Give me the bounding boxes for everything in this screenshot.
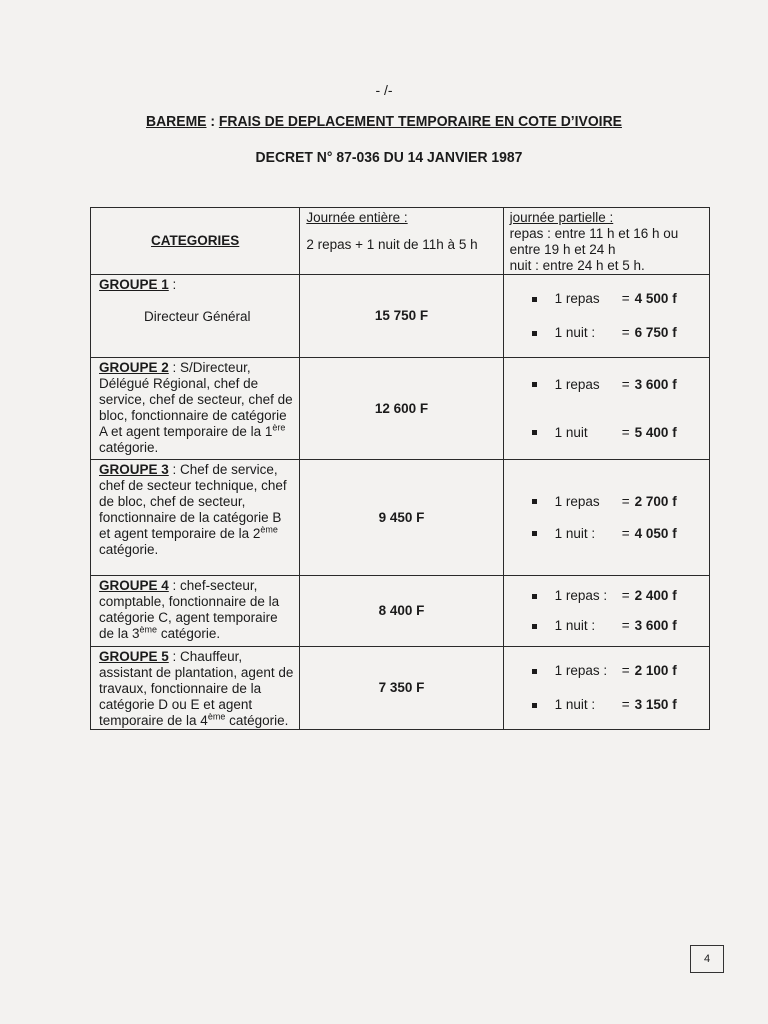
partial-day-rates bbox=[503, 358, 709, 460]
ordinal-suffix: ère bbox=[272, 422, 286, 433]
group-description-end: catégorie. bbox=[99, 542, 159, 557]
header-full-day-title: Journée entière : bbox=[306, 210, 408, 225]
night-rate bbox=[532, 615, 709, 637]
meal-rate bbox=[532, 585, 709, 607]
meal-rate bbox=[532, 660, 709, 682]
night-label: 1 nuit : bbox=[554, 618, 596, 633]
ordinal-suffix: ème bbox=[207, 711, 226, 722]
meal-rate bbox=[532, 288, 709, 310]
bullet-icon bbox=[532, 382, 537, 387]
group-cell bbox=[91, 647, 300, 730]
night-label: 1 nuit bbox=[554, 424, 588, 440]
bullet-icon bbox=[532, 531, 537, 536]
table-row bbox=[91, 647, 710, 730]
group-name: GROUPE 2 bbox=[99, 360, 169, 375]
table-header-row bbox=[91, 208, 710, 275]
full-day-amount: 7 350 F bbox=[300, 647, 503, 730]
meal-label: 1 repas : bbox=[554, 588, 608, 603]
header-partial-day-note-night: nuit : entre 24 h et 5 h. bbox=[509, 258, 645, 273]
meal-label: 1 repas bbox=[554, 376, 600, 392]
equals-sign: = bbox=[621, 424, 630, 440]
meal-label: 1 repas bbox=[554, 291, 600, 306]
equals-sign: = bbox=[621, 325, 630, 340]
night-value: 3 600 f bbox=[634, 618, 677, 633]
partial-day-rates bbox=[503, 647, 709, 730]
header-partial-day-note-meal: repas : entre 11 h et 16 h ou entre 19 h et 24 h bbox=[509, 226, 679, 257]
equals-sign: = bbox=[621, 618, 630, 633]
bullet-icon bbox=[532, 624, 537, 629]
ordinal-suffix: ème bbox=[139, 624, 158, 635]
header-full-day bbox=[300, 208, 503, 275]
night-value: 6 750 f bbox=[634, 325, 677, 340]
equals-sign: = bbox=[621, 588, 630, 603]
night-label: 1 nuit : bbox=[554, 697, 596, 712]
group-separator: : bbox=[168, 649, 181, 664]
bullet-icon bbox=[532, 594, 537, 599]
title-main: FRAIS DE DEPLACEMENT TEMPORAIRE EN COTE D’IVOIRE bbox=[218, 113, 622, 130]
page-marker: - /- bbox=[375, 82, 393, 98]
group-description-end: catégorie. bbox=[157, 626, 221, 641]
meal-label: 1 repas bbox=[554, 493, 600, 509]
bullet-icon bbox=[532, 430, 537, 435]
partial-day-rates bbox=[503, 460, 709, 576]
group-name: GROUPE 4 bbox=[99, 578, 169, 593]
group-description: Chauffeur, assistant de plantation, agent de travaux, fonctionnaire de la catégorie D ou E et agent temporaire de la 4 bbox=[99, 649, 294, 728]
group-description-end: catégorie. bbox=[225, 713, 289, 728]
meal-label: 1 repas : bbox=[554, 663, 608, 678]
group-cell bbox=[91, 460, 300, 576]
equals-sign: = bbox=[621, 697, 630, 712]
equals-sign: = bbox=[621, 291, 630, 306]
table-row bbox=[91, 460, 710, 576]
bullet-icon bbox=[532, 331, 537, 336]
group-name: GROUPE 1 bbox=[99, 277, 169, 292]
group-description: S/Directeur, Délégué Régional, chef de service, chef de secteur, chef de bloc, fonctionnaire de catégorie A et agent temporaire de la 1 bbox=[99, 360, 293, 439]
group-cell bbox=[91, 275, 300, 358]
night-rate bbox=[532, 422, 709, 444]
group-name: GROUPE 3 bbox=[99, 462, 169, 477]
group-separator: : bbox=[168, 360, 181, 375]
page-number: 4 bbox=[690, 945, 724, 973]
night-label: 1 nuit : bbox=[554, 325, 596, 340]
group-separator: : bbox=[168, 462, 181, 477]
meal-value: 2 700 f bbox=[634, 493, 677, 509]
group-description-end: catégorie. bbox=[99, 440, 159, 455]
group-separator: : bbox=[168, 277, 177, 292]
header-partial-day bbox=[503, 208, 709, 275]
group-name: GROUPE 5 bbox=[99, 649, 169, 664]
night-rate bbox=[532, 694, 709, 716]
group-separator: : bbox=[168, 578, 181, 593]
table-row bbox=[91, 358, 710, 460]
decree-reference: DECRET N° 87-036 DU 14 JANVIER 1987 bbox=[255, 149, 523, 166]
partial-day-rates bbox=[503, 576, 709, 647]
bullet-icon bbox=[532, 499, 537, 504]
night-value: 5 400 f bbox=[634, 424, 677, 440]
night-value: 3 150 f bbox=[634, 697, 677, 712]
equals-sign: = bbox=[621, 663, 630, 678]
partial-day-rates bbox=[503, 275, 709, 358]
bullet-icon bbox=[532, 703, 537, 708]
night-label: 1 nuit : bbox=[554, 525, 596, 541]
meal-rate bbox=[532, 374, 709, 396]
full-day-amount: 9 450 F bbox=[300, 460, 503, 576]
group-description: chef-secteur, comptable, fonctionnaire de la catégorie C, agent temporaire de la 3 bbox=[99, 578, 280, 641]
title-separator: : bbox=[206, 113, 219, 130]
full-day-amount: 8 400 F bbox=[300, 576, 503, 647]
header-partial-day-title: journée partielle : bbox=[509, 210, 614, 225]
table-row bbox=[91, 275, 710, 358]
full-day-amount: 12 600 F bbox=[300, 358, 503, 460]
ordinal-suffix: ème bbox=[260, 524, 278, 535]
meal-value: 4 500 f bbox=[634, 291, 677, 306]
allowance-table bbox=[90, 207, 710, 730]
header-full-day-note: 2 repas + 1 nuit de 11h à 5 h bbox=[306, 237, 478, 252]
bullet-icon bbox=[532, 297, 537, 302]
meal-rate bbox=[532, 491, 709, 513]
table-row bbox=[91, 576, 710, 647]
group-description: Chef de service, chef de secteur technique, chef de bloc, chef de secteur, fonctionnaire de la catégorie B et agent temporaire de la 2 bbox=[99, 462, 287, 541]
night-rate bbox=[532, 322, 709, 344]
meal-value: 2 400 f bbox=[634, 588, 677, 603]
group-cell bbox=[91, 358, 300, 460]
header-categories: CATEGORIES bbox=[91, 208, 300, 275]
document-title bbox=[27, 113, 741, 130]
equals-sign: = bbox=[621, 525, 630, 541]
group-cell bbox=[91, 576, 300, 647]
bullet-icon bbox=[532, 669, 537, 674]
equals-sign: = bbox=[621, 493, 630, 509]
meal-value: 2 100 f bbox=[634, 663, 677, 678]
meal-value: 3 600 f bbox=[634, 376, 677, 392]
night-rate bbox=[532, 523, 709, 545]
night-value: 4 050 f bbox=[634, 525, 677, 541]
equals-sign: = bbox=[621, 376, 630, 392]
group-role: Directeur Général bbox=[144, 309, 251, 324]
full-day-amount: 15 750 F bbox=[300, 275, 503, 358]
title-prefix: BAREME bbox=[146, 113, 207, 130]
